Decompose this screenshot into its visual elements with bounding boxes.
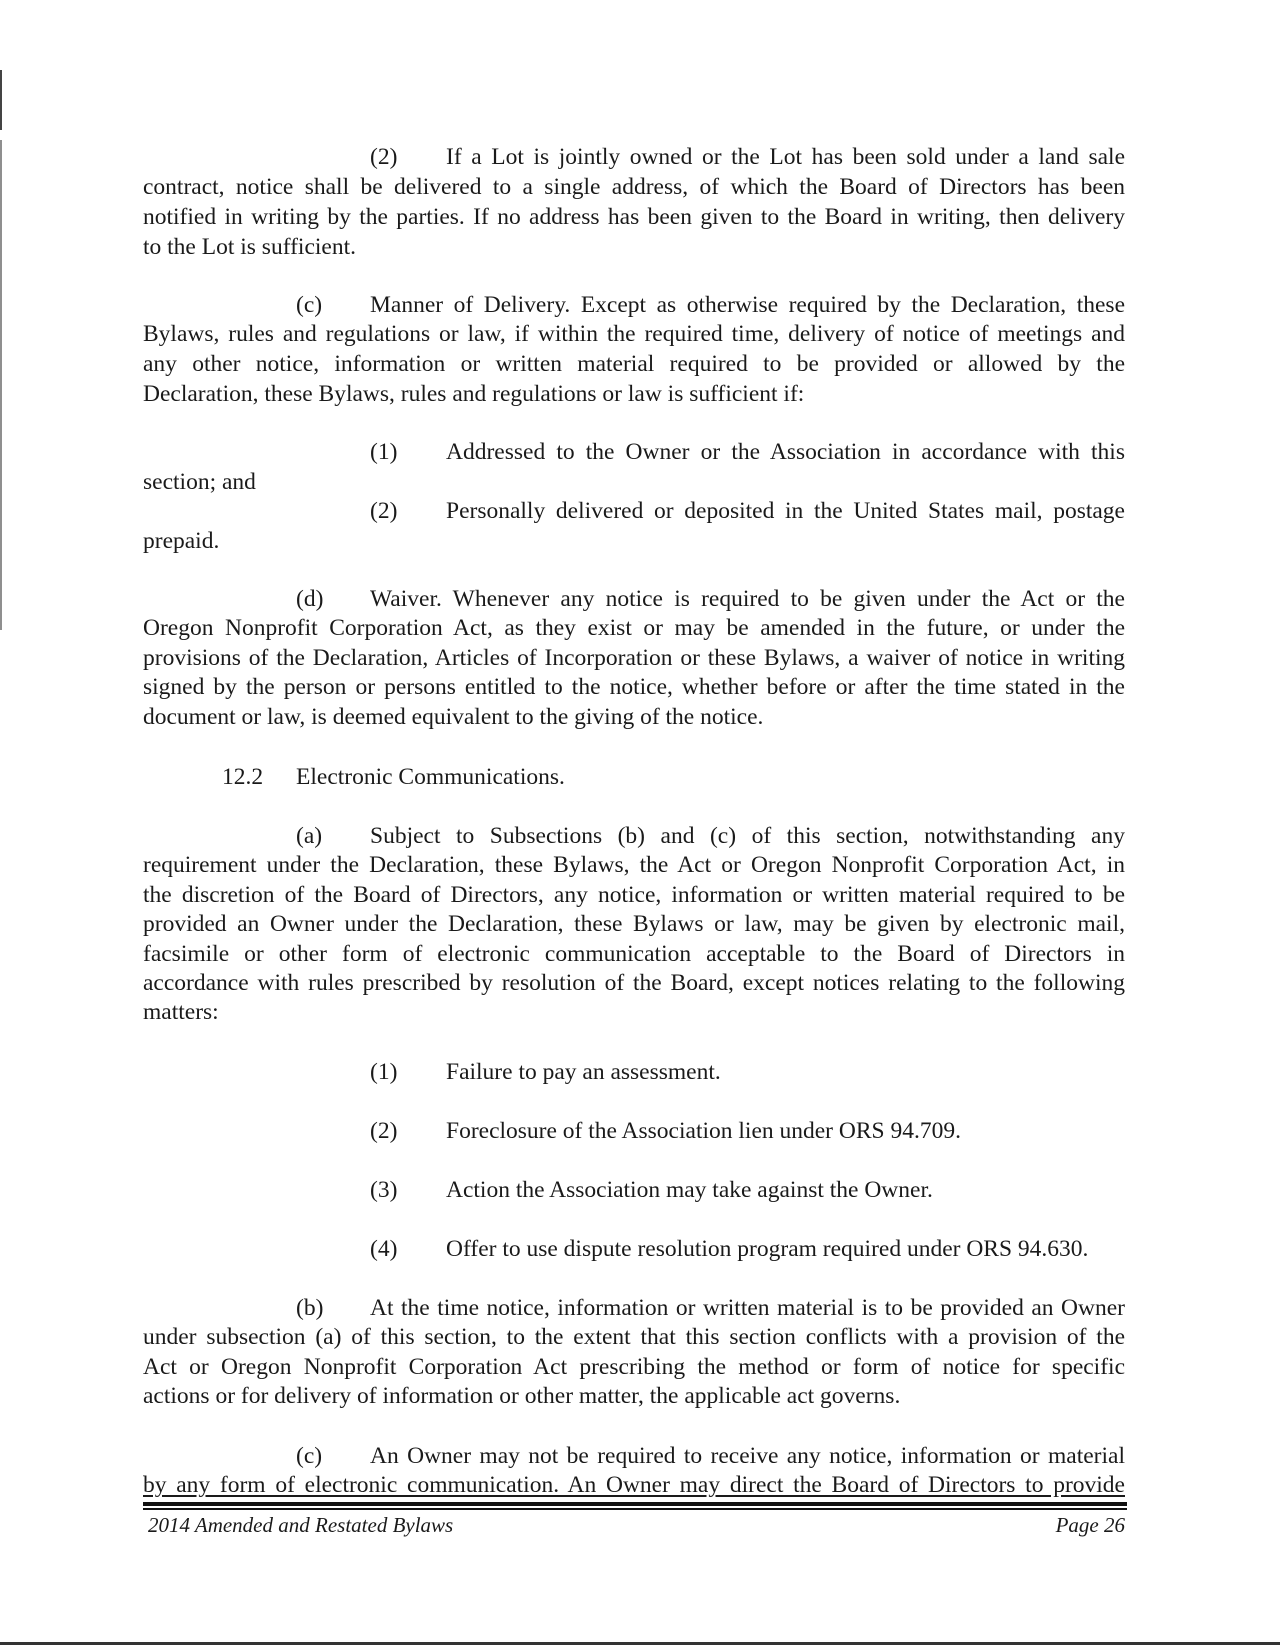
subsection-label: (c) [296, 1443, 323, 1469]
list-item-text: Addressed to the Owner or the Association in accordance with this [446, 439, 1125, 465]
footer-rule-thick [143, 1502, 1127, 1506]
section-number: 12.2 [222, 764, 264, 790]
paragraph-line: by any form of electronic communication. An Owner may direct the Board of Directors to provide [143, 1472, 1125, 1498]
paragraph-line: provided an Owner under the Declaration, these Bylaws or law, may be given by electronic mail, [143, 911, 1125, 937]
subsection-label: (c) [296, 292, 323, 318]
scan-edge-mark [0, 70, 2, 130]
footer-title: 2014 Amended and Restated Bylaws [148, 1513, 454, 1537]
paragraph-line: matters: [143, 999, 219, 1025]
list-item-continuation: section; and [143, 469, 256, 495]
paragraph-line: Declaration, these Bylaws, rules and regulations or law is sufficient if: [143, 381, 805, 407]
paragraph-line: document or law, is deemed equivalent to the giving of the notice. [143, 704, 764, 730]
scan-edge-mark [0, 140, 2, 630]
paragraph-line: facsimile or other form of electronic communication acceptable to the Board of Directors in [143, 941, 1125, 967]
subsection-label: (a) [296, 823, 323, 849]
list-item-text: Foreclosure of the Association lien under ORS 94.709. [446, 1118, 961, 1144]
paragraph-line: Act or Oregon Nonprofit Corporation Act prescribing the method or form of notice for specific [143, 1354, 1125, 1380]
list-item-text: Action the Association may take against the Owner. [446, 1177, 933, 1203]
paragraph-line: contract, notice shall be delivered to a single address, of which the Board of Directors has been [143, 174, 1125, 200]
paragraph-line: Manner of Delivery. Except as otherwise required by the Declaration, these [370, 292, 1125, 318]
paragraph-line: actions or for delivery of information or other matter, the applicable act governs. [143, 1383, 901, 1409]
subsection-label: (b) [296, 1295, 324, 1321]
list-item-text: Personally delivered or deposited in the United States mail, postage [446, 498, 1125, 524]
section-title: Electronic Communications. [296, 764, 565, 790]
list-number: (4) [370, 1236, 398, 1262]
list-number: (2) [370, 144, 398, 170]
paragraph-line: An Owner may not be required to receive any notice, information or material [370, 1443, 1125, 1469]
list-number: (1) [370, 1059, 398, 1085]
subsection-label: (d) [296, 586, 324, 612]
paragraph-line: Waiver. Whenever any notice is required to be given under the Act or the [370, 586, 1125, 612]
paragraph-line: notified in writing by the parties. If no address has been given to the Board in writing, then delivery [143, 204, 1125, 230]
paragraph-line: Oregon Nonprofit Corporation Act, as they exist or may be amended in the future, or under the [143, 615, 1125, 641]
list-number: (2) [370, 498, 398, 524]
paragraph-line: requirement under the Declaration, these Bylaws, the Act or Oregon Nonprofit Corporation Act, in [143, 852, 1125, 878]
list-item-continuation: prepaid. [143, 528, 220, 554]
list-item-text: Failure to pay an assessment. [446, 1059, 721, 1085]
list-number: (3) [370, 1177, 398, 1203]
paragraph-line: provisions of the Declaration, Articles of Incorporation or these Bylaws, a waiver of notice in writing [143, 645, 1125, 671]
paragraph-line: If a Lot is jointly owned or the Lot has been sold under a land sale [446, 144, 1125, 170]
footer-rule-thin [143, 1508, 1127, 1510]
list-number: (1) [370, 439, 398, 465]
page-number: Page 26 [1055, 1513, 1125, 1537]
paragraph-line: any other notice, information or written material required to be provided or allowed by the [143, 351, 1125, 377]
paragraph-line: Bylaws, rules and regulations or law, if within the required time, delivery of notice of meetings and [143, 321, 1125, 347]
paragraph-line: accordance with rules prescribed by resolution of the Board, except notices relating to the following [143, 970, 1125, 996]
list-number: (2) [370, 1118, 398, 1144]
list-item-text: Offer to use dispute resolution program required under ORS 94.630. [446, 1236, 1089, 1262]
paragraph-line: to the Lot is sufficient. [143, 234, 356, 260]
paragraph-line: Subject to Subsections (b) and (c) of this section, notwithstanding any [370, 823, 1125, 849]
paragraph-line: signed by the person or persons entitled to the notice, whether before or after the time stated in the [143, 674, 1125, 700]
paragraph-line: the discretion of the Board of Directors, any notice, information or written material required to be [143, 882, 1125, 908]
paragraph-line: under subsection (a) of this section, to the extent that this section conflicts with a provision of the [143, 1324, 1125, 1350]
paragraph-line: At the time notice, information or written material is to be provided an Owner [370, 1295, 1125, 1321]
